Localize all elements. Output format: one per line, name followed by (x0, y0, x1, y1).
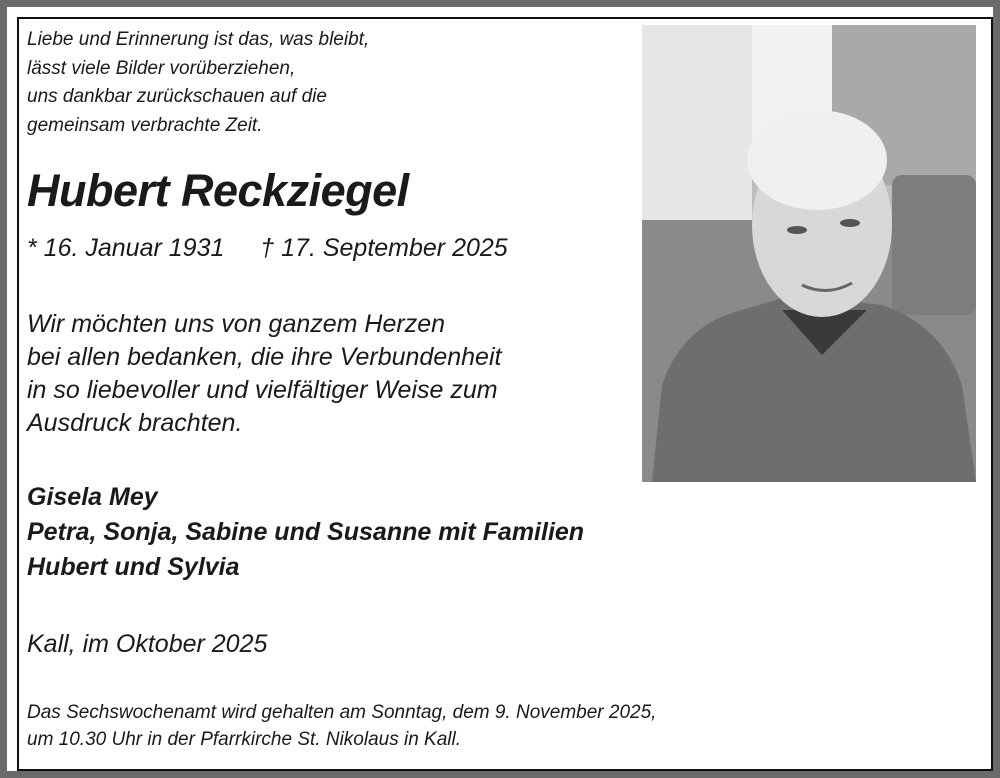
verse-line: uns dankbar zurückschauen auf die (27, 86, 327, 107)
body-line: in so liebevoller und vielfältiger Weise zum (27, 376, 498, 404)
service-notice (27, 699, 656, 753)
verse-line: gemeinsam verbrachte Zeit. (27, 114, 263, 136)
thank-you-text (27, 308, 501, 440)
service-line: Das Sechswochenamt wird gehalten am Sonntag, dem 9. November 2025, (27, 702, 657, 723)
mourner-line: Hubert und Sylvia (27, 553, 240, 581)
intro-verse (27, 26, 369, 140)
deceased-name: Hubert Reckziegel (27, 165, 409, 216)
body-line: bei allen bedanken, die ihre Verbundenheit (27, 343, 502, 371)
body-line: Ausdruck brachten. (27, 409, 243, 437)
life-dates (27, 234, 508, 263)
verse-line: Liebe und Erinnerung ist das, was bleibt, (27, 29, 370, 50)
body-line: Wir möchten uns von ganzem Herzen (27, 310, 446, 338)
place-and-date: Kall, im Oktober 2025 (27, 630, 268, 658)
verse-line: lässt viele Bilder vorüberziehen, (27, 57, 296, 79)
mourners-list (27, 480, 584, 585)
mourner-line: Gisela Mey (27, 483, 158, 511)
service-line: um 10.30 Uhr in der Pfarrkirche St. Nikolaus in Kall. (27, 729, 462, 750)
death-date: † 17. September 2025 (260, 234, 508, 262)
portrait-photo (642, 25, 976, 482)
birth-date: * 16. Januar 1931 (27, 234, 225, 262)
mourner-line: Petra, Sonja, Sabine und Susanne mit Familien (27, 518, 585, 546)
